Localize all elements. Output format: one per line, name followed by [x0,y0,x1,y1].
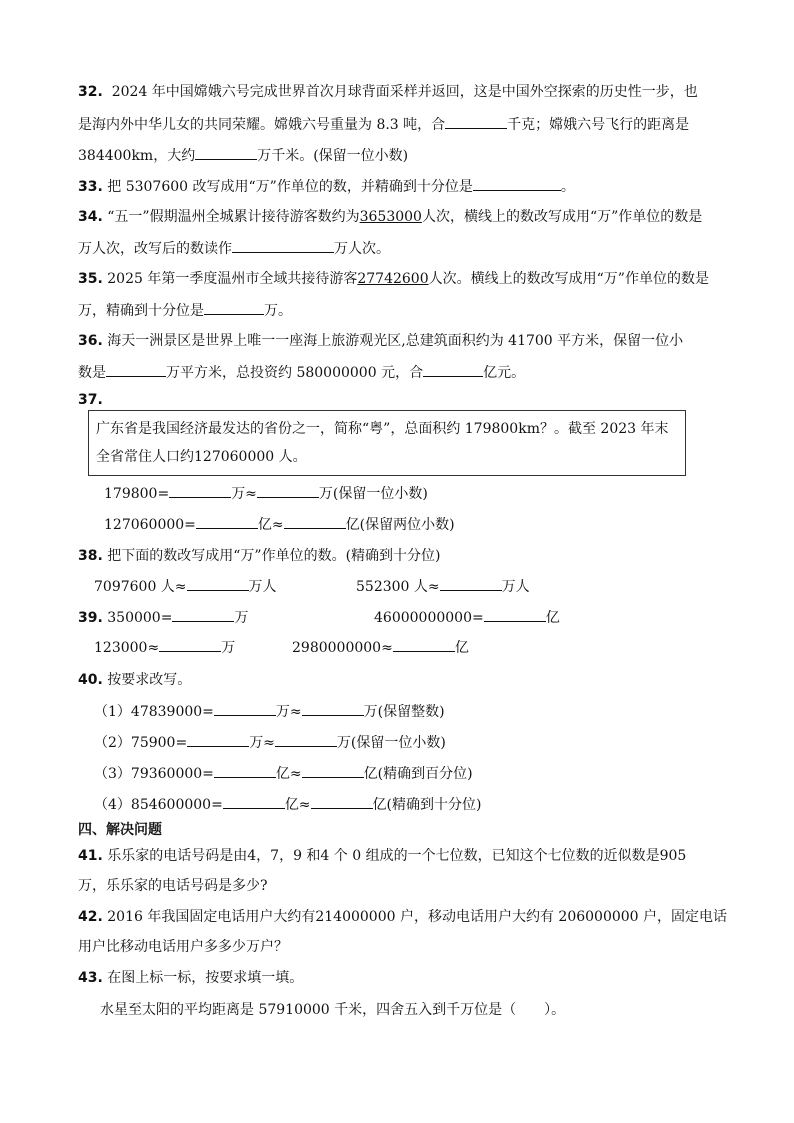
q32-line3 [78,145,408,166]
q43-line1 [78,968,303,988]
q37-box-line1: 广东省是我国经济最发达的省份之一，简称“粤”，总面积约 179800km？。截至 2023 年末 [96,421,669,437]
q36-text-2a: 数是 [78,365,106,381]
q39-number: 39. [78,610,103,626]
q34-line1 [78,207,702,227]
q34-line2 [78,238,390,259]
q39-b-text1: 46000000000= [374,610,484,626]
q43-number: 43. [78,970,103,986]
q41-line1 [78,846,686,866]
q38-b-text2: 万人 [501,579,530,595]
q39-a-blank[interactable] [172,607,234,622]
q39-c-blank[interactable] [159,637,221,652]
q39-item-d [292,637,469,658]
q40-3-text-c: 亿(精确到百分位) [363,766,473,782]
q37-r1-blank1[interactable] [169,483,231,498]
q42-line2: 用户比移动电话用户多多少万户？ [78,939,288,955]
q32-line1 [78,82,698,102]
q40-4-text-b: 亿≈ [284,797,311,813]
q40-3-blank1[interactable] [214,763,276,778]
q40-3-text-b: 亿≈ [275,766,302,782]
q36-blank-area[interactable] [106,362,166,377]
q39-a-text2: 万 [234,610,249,626]
q40-1-text-a: （1）47839000= [94,704,214,720]
q40-title: 按要求改写。 [107,672,192,688]
q37-r1-blank2[interactable] [257,483,319,498]
q38-item-b [356,576,530,597]
q33-number: 33. [78,179,103,195]
q40-4-blank2[interactable] [311,794,373,809]
q34-text-2b: 万人次。 [334,241,390,257]
q37-number: 37. [78,392,103,408]
q40-2-blank1[interactable] [187,732,249,747]
q39-b-blank[interactable] [484,607,546,622]
section-heading: 四、解决问题 [78,822,162,838]
q40-1-text-b: 万≈ [275,704,302,720]
q40-1-text-c: 万(保留整数) [363,704,445,720]
q39-item-c [94,637,235,658]
q43-text-1: 在图上标一标，按要求填一填。 [107,970,304,986]
q34-blank-reading[interactable] [232,238,334,253]
q38-line1 [78,546,441,566]
q37-r2-blank1[interactable] [196,514,258,529]
q38-title: 把下面的数改写成用“万”作单位的数。(精确到十分位) [107,548,441,564]
q40-1-blank2[interactable] [302,701,364,716]
q39-d-text1: 2980000000≈ [292,640,393,656]
q36-text-2b: 万平方米，总投资约 580000000 元，合 [166,365,424,381]
q40-3-text-a: （3）79360000= [94,766,214,782]
q38-b-blank[interactable] [440,576,502,591]
q32-line2 [78,114,689,135]
q42-text-1: 2016 年我国固定电话用户大约有214000000 户，移动电话用户大约有 206000000 户，固定电话 [107,909,728,925]
q36-line1 [78,331,683,351]
q32-blank-kg[interactable] [445,114,507,129]
q34-number: 34. [78,209,103,225]
q33-blank[interactable] [473,176,561,191]
q33-text-b: 。 [560,179,575,195]
q40-1-blank1[interactable] [214,701,276,716]
q32-blank-distance[interactable] [195,145,257,160]
q35-underlined-number: 27742600 [357,271,429,287]
q36-line2 [78,362,525,383]
q32-text-3a: 384400km，大约 [78,148,196,164]
q42-line1 [78,907,727,927]
q38-a-text1: 7097600 人≈ [94,579,187,595]
q42-number: 42. [78,909,103,925]
q40-item4 [94,794,481,815]
q41-line2: 万，乐乐家的电话号码是多少? [78,878,268,894]
q37-r1-text-a: 179800= [104,486,170,502]
q37-r1-text-b: 万≈ [231,486,257,502]
q39-c-text1: 123000≈ [94,640,160,656]
q37-r2-blank2[interactable] [284,514,346,529]
q39-d-text2: 亿 [454,640,469,656]
q34-text-2a: 万人次，改写后的数读作 [78,241,232,257]
q34-underlined-number: 3653000 [359,209,422,225]
q35-number: 35. [78,271,103,287]
q32-text-3b: 万千米。(保留一位小数) [257,148,409,164]
q34-text-b: 人次，横线上的数改写成用“万”作单位的数是 [421,209,703,225]
q32-text-2a: 是海内外中华儿女的共同荣耀。嫦娥六号重量为 8.3 吨，合 [78,117,446,133]
q40-2-text-b: 万≈ [249,735,275,751]
q36-text-1: 海天一洲景区是世界上唯一一座海上旅游观光区,总建筑面积约为 41700 平方米，保留一位小 [107,333,684,349]
q35-blank[interactable] [204,300,264,315]
q38-b-text1: 552300 人≈ [356,579,440,595]
q40-4-text-c: 亿(精确到十分位) [372,797,482,813]
q37-r2-text-a: 127060000= [104,517,196,533]
q35-line2 [78,300,292,321]
q39-a-text1: 350000= [107,610,173,626]
q40-3-blank2[interactable] [302,763,364,778]
q39-item-a [78,607,248,628]
q41-text-1: 乐乐家的电话号码是由4，7，9 和4 个 0 组成的一个七位数，已知这个七位数的近似数是905 [107,848,687,864]
q38-number: 38. [78,548,103,564]
q39-item-b [374,607,560,628]
q35-text-a: 2025 年第一季度温州市全域共接待游客 [107,271,358,287]
q37-r2-text-b: 亿≈ [257,517,284,533]
q37-r2-text-c: 亿(保留两位小数) [345,517,455,533]
q38-a-text2: 万人 [248,579,277,595]
q35-text-2a: 万，精确到十分位是 [78,303,204,319]
q32-number: 32. [78,84,103,100]
q40-number: 40. [78,672,103,688]
q40-2-text-c: 万(保留一位小数) [336,735,446,751]
q40-line1 [78,670,191,690]
q37-row1 [104,483,428,504]
q39-d-blank[interactable] [393,637,455,652]
q37-box-line2: 全省常住人口约127060000 人。 [96,449,307,465]
q41-number: 41. [78,848,103,864]
q32-text-1: 2024 年中国嫦娥六号完成世界首次月球背面采样并返回，这是中国外空探索的历史性一步，也 [111,84,698,100]
q33-text-a: 把 5307600 改写成用“万”作单位的数，并精确到十分位是 [107,179,473,195]
q40-item2 [94,732,446,753]
q38-a-blank[interactable] [187,576,249,591]
q34-text-a: “五一”假期温州全城累计接待游客数约为 [107,209,360,225]
q37-row2 [104,514,455,535]
q40-4-text-a: （4）854600000= [94,797,223,813]
q40-item3 [94,763,473,784]
q35-text-b: 人次。横线上的数改写成用“万”作单位的数是 [428,271,709,287]
q36-blank-investment[interactable] [423,362,483,377]
q37-r1-text-c: 万(保留一位小数) [318,486,428,502]
q32-text-2b: 千克；嫦娥六号飞行的距离是 [507,117,690,133]
q38-item-a [94,576,277,597]
q40-4-blank1[interactable] [223,794,285,809]
q43-line2: 水星至太阳的平均距离是 57910000 千米，四舍五入到千万位是（ ）。 [100,1002,566,1018]
q39-b-text2: 亿 [545,610,560,626]
q39-c-text2: 万 [221,640,236,656]
q35-text-2b: 万。 [264,303,292,319]
q40-2-blank2[interactable] [275,732,337,747]
q36-text-2c: 亿元。 [483,365,526,381]
q37-line [78,390,103,410]
q35-line1 [78,269,709,289]
q40-2-text-a: （2）75900= [94,735,188,751]
q36-number: 36. [78,333,103,349]
q33-line [78,176,575,197]
q40-item1 [94,701,445,722]
